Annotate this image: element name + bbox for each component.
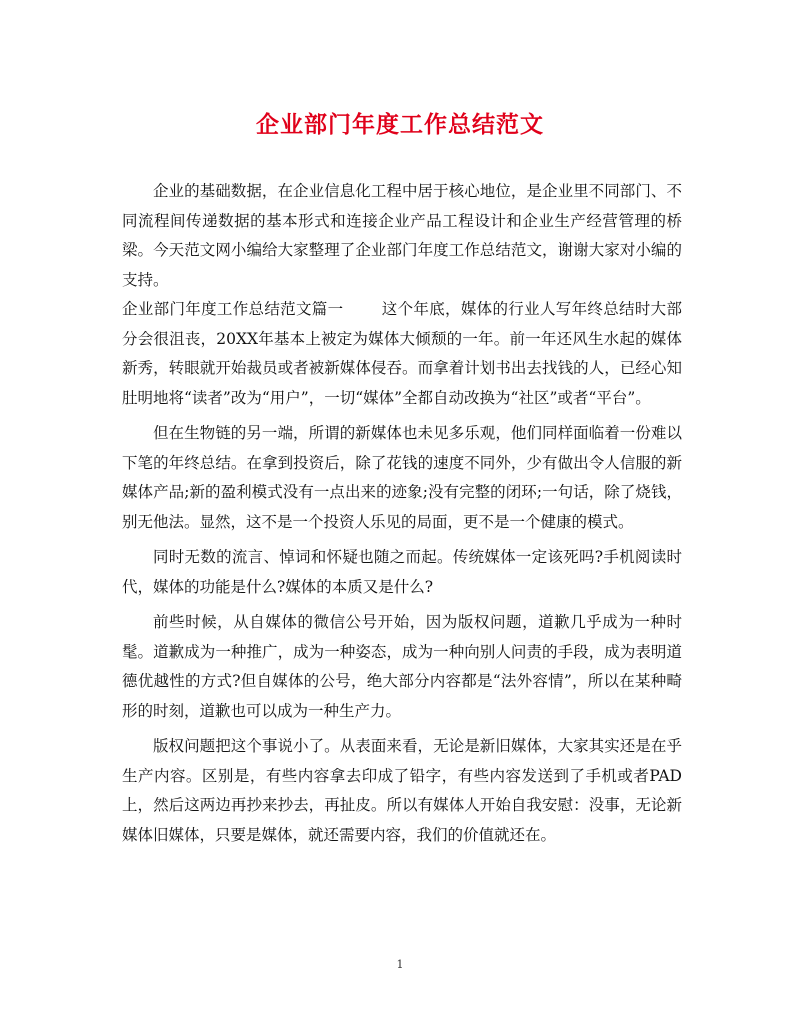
body-paragraph: 版权问题把这个事说小了。从表面来看，无论是新旧媒体，大家其实还是在乎生产内容。区别是，有些内容拿去印成了铅字，有些内容发送到了手机或者PAD上，然后这两边再抄来抄去，再扯皮。所以有媒体人开始自我安慰：没事，无论新媒体旧媒体，只要是媒体，就还需要内容，我们的价值就还在。 <box>122 737 682 844</box>
body-paragraph: 同时无数的流言、悼词和怀疑也随之而起。传统媒体一定该死吗?手机阅读时代，媒体的功能是什么?媒体的本质又是什么? <box>122 548 682 596</box>
document-title: 企业部门年度工作总结范文 <box>256 111 544 138</box>
section-heading: 企业部门年度工作总结范文篇一 <box>122 300 344 318</box>
page-number: 1 <box>396 958 404 971</box>
body-paragraph: 但在生物链的另一端，所谓的新媒体也未见多乐观，他们同样面临着一份难以下笔的年终总结。在拿到投资后，除了花钱的速度不同外，少有做出令人信服的新媒体产品;新的盈利模式没有一点出来的迹象;没有完整的闭环;一句话，除了烧钱，别无他法。显然，这不是一个投资人乐见的局面，更不是一个健康的模式。 <box>122 424 682 531</box>
section-paragraph <box>122 295 682 413</box>
body-paragraph: 前些时候，从自媒体的微信公号开始，因为版权问题，道歉几乎成为一种时髦。道歉成为一种推广，成为一种姿态，成为一种向别人问责的手段，成为表明道德优越性的方式?但自媒体的公号，绝大部分内容都是“法外容情”，所以在某种畸形的时刻，道歉也可以成为一种生产力。 <box>122 613 682 720</box>
document-body <box>122 177 682 850</box>
section-first-text: 这个年底，媒体的行业人写年终总结时大部分会很沮丧，20XX年基本上被定为媒体大倾颓的一年。前一年还风生水起的媒体新秀，转眼就开始裁员或者被新媒体侵吞。而拿着计划书出去找钱的人，已经心知肚明地将“读者”改为“用户”，一切“媒体”全都自动改换为“社区”或者“平台”。 <box>122 300 682 407</box>
intro-paragraph: 企业的基础数据，在企业信息化工程中居于核心地位，是企业里不同部门、不同流程间传递数据的基本形式和连接企业产品工程设计和企业生产经营管理的桥梁。今天范文网小编给大家整理了企业部门年度工作总结范文，谢谢大家对小编的支持。 <box>122 182 682 289</box>
